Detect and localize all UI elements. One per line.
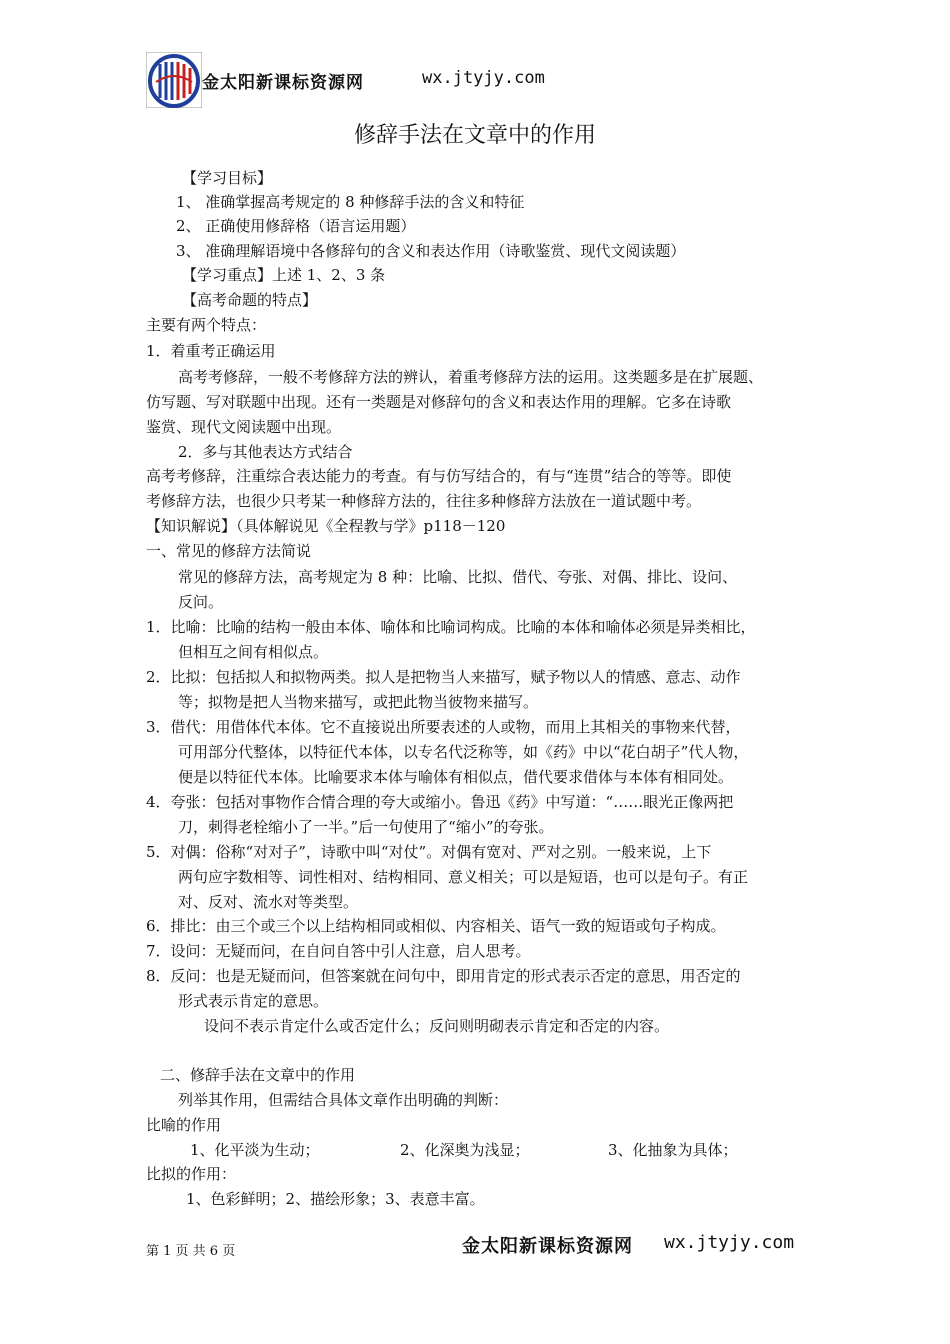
goal-item: 3、 准确理解语境中各修辞句的含义和表达作用（诗歌鉴赏、现代文阅读题）: [176, 242, 686, 260]
metaphor-effect-item: 3、化抽象为具体；: [608, 1141, 738, 1159]
paragraph-line: 仿写题、写对联题中出现。还有一类题是对修辞句的含义和表达作用的理解。它多在诗歌: [146, 393, 732, 411]
list-item: 3．借代：用借体代本体。它不直接说出所要表述的人或物，而用上其相关的事物来代替，: [146, 718, 741, 736]
list-item: 6．排比：由三个或三个以上结构相同或相似、内容相关、语气一致的短语或句子构成。: [146, 917, 726, 935]
subheading: 比拟的作用：: [146, 1165, 237, 1183]
list-item: 便是以特征代本体。比喻要求本体与喻体有相似点，借代要求借体与本体有相同处。: [178, 768, 734, 786]
heading-knowledge: 【知识解说】（具体解说见《全程教与学》p118－120: [146, 517, 506, 535]
subheading: 2．多与其他表达方式结合: [178, 443, 353, 461]
paragraph-line: 1、色彩鲜明；2、描绘形象；3、表意丰富。: [186, 1190, 485, 1208]
footer-site-url: wx.jtyjy.com: [664, 1232, 795, 1253]
paragraph-line: 鉴赏、现代文阅读题中出现。: [146, 418, 342, 436]
brand-name: 金太阳新课标资源网: [202, 73, 364, 93]
section-heading: 一、常见的修辞方法简说: [146, 542, 312, 560]
subheading: 比喻的作用: [146, 1116, 222, 1134]
list-item: 但相互之间有相似点。: [178, 643, 329, 661]
paragraph-line: 反问。: [178, 593, 224, 611]
list-item: 形式表示肯定的意思。: [178, 992, 329, 1010]
page-number: 第 1 页 共 6 页: [146, 1244, 236, 1259]
paragraph-line: 高考考修辞，注重综合表达能力的考查。有与仿写结合的，有与“连贯”结合的等等。即使: [146, 467, 732, 485]
list-item: 刀，刺得老栓缩小了一半。”后一句使用了“缩小”的夸张。: [178, 818, 554, 836]
header: [146, 52, 606, 108]
paragraph-line: 设问不表示肯定什么或否定什么；反问则明砌表示肯定和否定的内容。: [204, 1017, 670, 1035]
list-item: 4．夸张：包括对事物作合情合理的夸大或缩小。鲁迅《药》中写道：“……眼光正像两把: [146, 793, 734, 811]
page-title: 修辞手法在文章中的作用: [353, 123, 596, 148]
goal-item: 2、 正确使用修辞格（语言运用题）: [176, 217, 416, 235]
subheading: 1．着重考正确运用: [146, 342, 276, 360]
paragraph-line: 高考考修辞，一般不考修辞方法的辨认，着重考修辞方法的运用。这类题多是在扩展题、: [178, 368, 764, 386]
logo-icon: [146, 52, 202, 108]
list-item: 7．设问：无疑而问，在自问自答中引人注意，启人思考。: [146, 942, 531, 960]
metaphor-effect-item: 1、化平淡为生动；: [190, 1141, 320, 1159]
footer-brand: 金太阳新课标资源网: [462, 1236, 633, 1257]
list-item: 可用部分代整体，以特征代本体，以专名代泛称等，如《药》中以“花白胡子”代人物，: [178, 743, 749, 761]
list-item: 1．比喻：比喻的结构一般由本体、喻体和比喻词构成。比喻的本体和喻体必须是异类相比，: [146, 618, 756, 636]
list-item: 8．反问：也是无疑而问，但答案就在问句中，即用肯定的形式表示否定的意思，用否定的: [146, 967, 741, 985]
heading-exam-features: 【高考命题的特点】: [182, 291, 318, 309]
list-item: 5．对偶：俗称“对对子”，诗歌中叫“对仗”。对偶有宽对、严对之别。一般来说，上下: [146, 843, 712, 861]
list-item: 两句应字数相等、词性相对、结构相同、意义相关；可以是短语，也可以是句子。有正: [178, 868, 749, 886]
site-url: wx.jtyjy.com: [422, 68, 545, 88]
heading-learning-goals: 【学习目标】: [182, 169, 273, 187]
paragraph-line: 主要有两个特点：: [146, 316, 267, 334]
section-heading: 二、修辞手法在文章中的作用: [160, 1066, 356, 1084]
paragraph-line: 考修辞方法，也很少只考某一种修辞方法的，往往多种修辞方法放在一道试题中考。: [146, 492, 702, 510]
list-item: 等；拟物是把人当物来描写，或把此物当彼物来描写。: [178, 693, 539, 711]
goal-item: 1、 准确掌握高考规定的 8 种修辞手法的含义和特征: [176, 193, 525, 211]
heading-key-points: 【学习重点】上述 1、2、3 条: [182, 266, 386, 284]
metaphor-effect-item: 2、化深奥为浅显；: [400, 1141, 530, 1159]
paragraph-line: 列举其作用，但需结合具体文章作出明确的判断：: [178, 1091, 509, 1109]
list-item: 2．比拟：包括拟人和拟物两类。拟人是把物当人来描写，赋予物以人的情感、意志、动作: [146, 668, 741, 686]
list-item: 对、反对、流水对等类型。: [178, 893, 359, 911]
paragraph-line: 常见的修辞方法，高考规定为 8 种：比喻、比拟、借代、夸张、对偶、排比、设问、: [178, 568, 738, 586]
